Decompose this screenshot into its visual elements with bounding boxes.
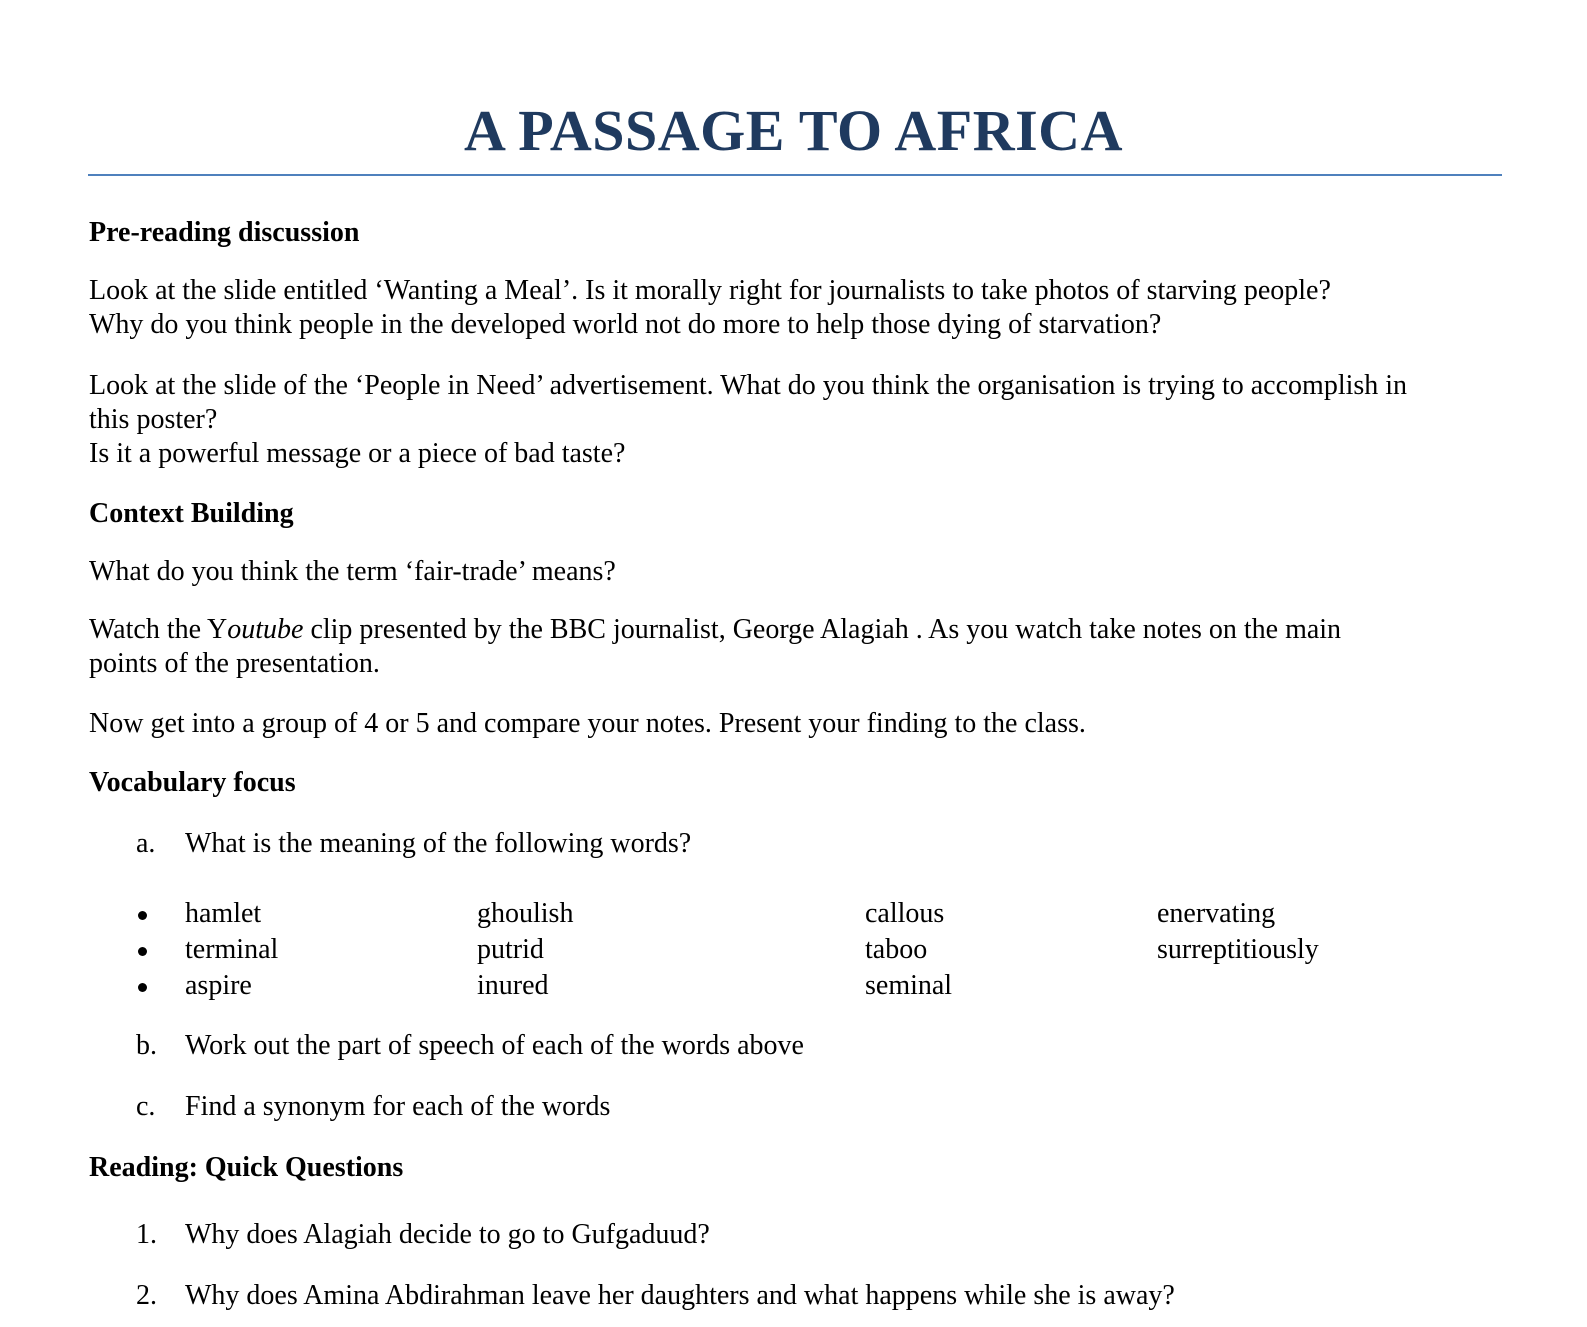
word-putrid: putrid	[477, 934, 544, 965]
pre-reading-heading: Pre-reading discussion	[89, 217, 360, 248]
word-row-3-bullet	[138, 983, 147, 992]
word-row-1-bullet	[138, 911, 147, 920]
word-seminal: seminal	[865, 970, 953, 1001]
context-paragraph-2-line-2: points of the presentation.	[89, 648, 380, 679]
context-paragraph-3: Now get into a group of 4 or 5 and compare your notes. Present your finding to the class.	[89, 708, 1086, 739]
word-inured: inured	[477, 970, 549, 1001]
word-hamlet: hamlet	[185, 898, 262, 929]
reading-heading: Reading: Quick Questions	[89, 1152, 404, 1183]
vocabulary-heading: Vocabulary focus	[89, 767, 296, 798]
reading-q1-text: Why does Alagiah decide to go to Gufgaduud?	[185, 1219, 710, 1250]
vocab-a-text: What is the meaning of the following words?	[185, 828, 692, 859]
vocab-a-marker: a.	[136, 828, 156, 859]
word-taboo: taboo	[865, 934, 928, 965]
pre-reading-paragraph-2-line-1: Look at the slide of the ‘People in Need’ advertisement. What do you think the organisation is trying to accomplish in	[89, 370, 1408, 401]
vocab-b-text: Work out the part of speech of each of the words above	[185, 1030, 804, 1061]
reading-q2-text: Why does Amina Abdirahman leave her daughters and what happens while she is away?	[185, 1280, 1175, 1311]
word-row-2-bullet	[138, 947, 147, 956]
context-heading: Context Building	[89, 498, 294, 529]
title-underline	[88, 174, 1502, 176]
vocab-b-marker: b.	[136, 1030, 157, 1061]
pre-reading-paragraph-2-line-2: this poster?	[89, 404, 218, 435]
context-paragraph-1: What do you think the term ‘fair-trade’ means?	[89, 556, 616, 587]
pre-reading-paragraph-1-line-1: Look at the slide entitled ‘Wanting a Meal’. Is it morally right for journalists to take photos of starving people?	[89, 275, 1331, 306]
word-aspire: aspire	[185, 970, 252, 1001]
word-callous: callous	[865, 898, 945, 929]
word-enervating: enervating	[1157, 898, 1276, 929]
context-p2-pre: Watch the Y	[89, 614, 228, 645]
reading-q2-marker: 2.	[136, 1280, 157, 1311]
context-p2-post: clip presented by the BBC journalist, George Alagiah . As you watch take notes on the main	[303, 614, 1342, 645]
vocab-c-text: Find a synonym for each of the words	[185, 1091, 611, 1122]
context-p2-italic: outube	[227, 614, 304, 645]
reading-q1-marker: 1.	[136, 1219, 157, 1250]
vocab-c-marker: c.	[136, 1091, 156, 1122]
document-title: A PASSAGE TO AFRICA	[464, 98, 1123, 163]
word-surreptitiously: surreptitiously	[1157, 934, 1319, 965]
pre-reading-paragraph-2-line-3: Is it a powerful message or a piece of bad taste?	[89, 438, 626, 469]
pre-reading-paragraph-1-line-2: Why do you think people in the developed world not do more to help those dying of starvation?	[89, 309, 1162, 340]
context-paragraph-2-line-1	[89, 613, 1341, 647]
word-terminal: terminal	[185, 934, 279, 965]
word-ghoulish: ghoulish	[477, 898, 574, 929]
